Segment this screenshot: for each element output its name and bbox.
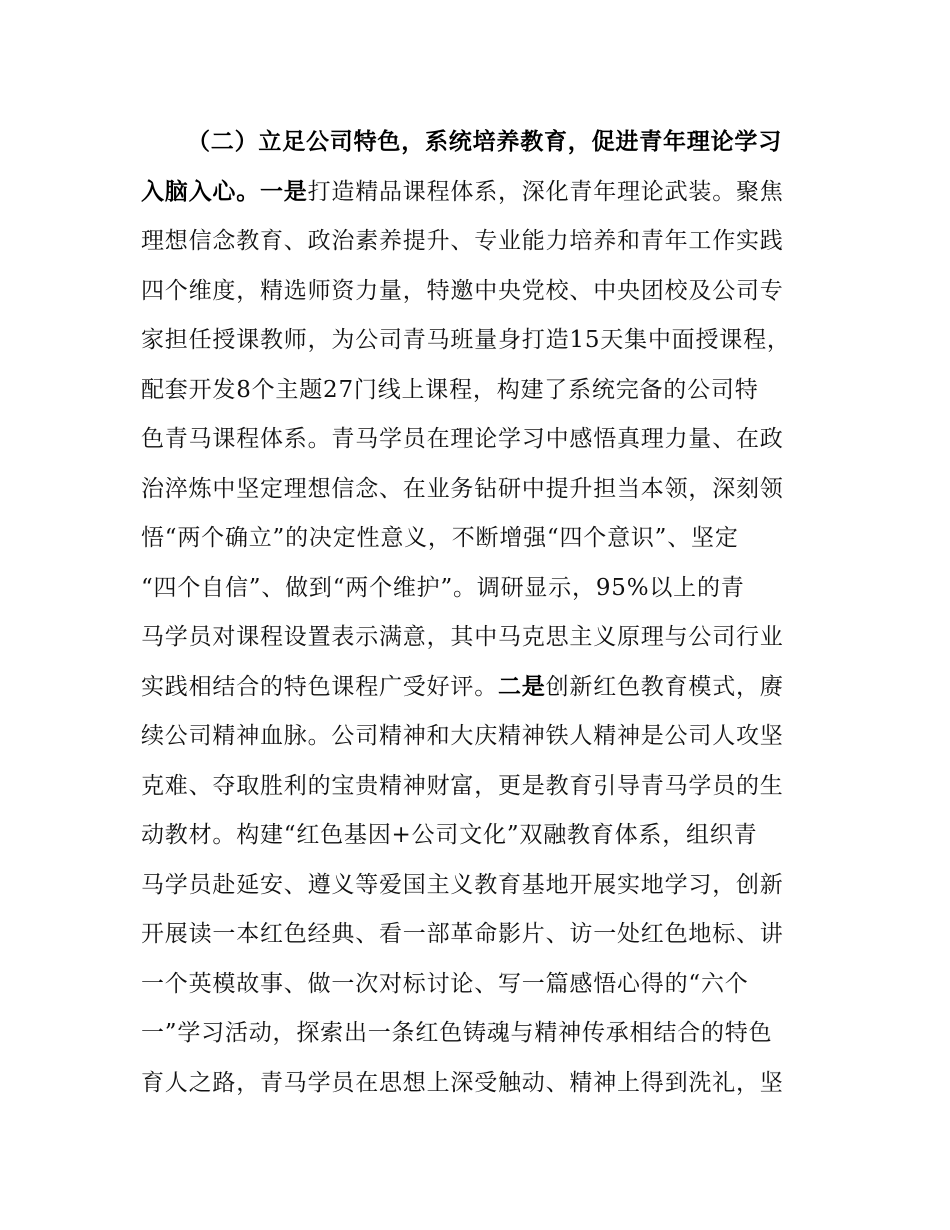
text-segment: 理想信念教育、政治素养提升、专业能力培养和青年工作实践 bbox=[141, 228, 784, 254]
bold-text-segment: （二）立足公司特色，系统培养教育，促进青年理论学习 bbox=[187, 129, 782, 155]
text-segment: 四个维度，精选师资力量，特邀中央党校、中央团校及公司专 bbox=[141, 277, 784, 304]
text-line bbox=[141, 910, 821, 960]
text-line bbox=[141, 217, 821, 267]
text-line bbox=[141, 366, 821, 416]
text-segment: 配套开发8个主题27门线上课程，构建了系统完备的公司特 bbox=[141, 376, 759, 403]
body-paragraph bbox=[141, 118, 821, 1108]
text-line bbox=[141, 118, 821, 168]
text-line bbox=[141, 316, 821, 366]
text-segment: 治淬炼中坚定理想信念、在业务钻研中提升担当本领，深刻领 bbox=[141, 475, 784, 502]
text-line bbox=[141, 514, 821, 564]
text-line bbox=[141, 564, 821, 614]
text-line bbox=[141, 1009, 821, 1059]
text-line bbox=[141, 613, 821, 663]
text-segment: 实践相结合的特色课程广受好评。 bbox=[141, 673, 498, 700]
text-line bbox=[141, 1059, 821, 1109]
text-line bbox=[141, 712, 821, 762]
text-segment: 克难、夺取胜利的宝贵精神财富，更是教育引导青马学员的生 bbox=[141, 772, 784, 799]
bold-text-segment: 二是 bbox=[498, 673, 546, 700]
text-segment: 家担任授课教师，为公司青马班量身打造15天集中面授课程， bbox=[141, 327, 791, 353]
text-line bbox=[141, 811, 821, 861]
text-segment: 马学员对课程设置表示满意，其中马克思主义原理与公司行业 bbox=[141, 624, 784, 650]
text-line bbox=[141, 663, 821, 713]
text-line bbox=[141, 762, 821, 812]
text-segment: 开展读一本红色经典、看一部革命影片、访一处红色地标、讲 bbox=[141, 921, 784, 947]
text-segment: “四个自信”、做到“两个维护”。调研显示，95%以上的青 bbox=[141, 574, 745, 601]
text-segment: 育人之路，青马学员在思想上深受触动、精神上得到洗礼，坚 bbox=[141, 1069, 784, 1096]
text-line bbox=[141, 861, 821, 911]
bold-text-segment: 入脑入心。一是 bbox=[141, 178, 308, 205]
text-line bbox=[141, 465, 821, 515]
text-segment: 一”学习活动，探索出一条红色铸魂与精神传承相结合的特色 bbox=[141, 1020, 773, 1046]
text-segment: 一个英模故事、做一次对标讨论、写一篇感悟心得的“六个 bbox=[141, 970, 749, 997]
text-line bbox=[141, 267, 821, 317]
text-segment: 续公司精神血脉。公司精神和大庆精神铁人精神是公司人攻坚 bbox=[141, 723, 784, 749]
text-segment: 悟“两个确立”的决定性意义，不断增强“四个意识”、坚定 bbox=[141, 525, 739, 551]
text-segment: 打造精品课程体系，深化青年理论武装。聚焦 bbox=[307, 178, 784, 205]
text-segment: 创新红色教育模式，赓 bbox=[545, 673, 784, 700]
text-segment: 色青马课程体系。青马学员在理论学习中感悟真理力量、在政 bbox=[141, 426, 784, 452]
text-line bbox=[141, 168, 821, 218]
text-segment: 动教材。构建“红色基因+公司文化”双融教育体系，组织青 bbox=[141, 822, 758, 848]
text-line bbox=[141, 415, 821, 465]
text-segment: 马学员赴延安、遵义等爱国主义教育基地开展实地学习，创新 bbox=[141, 871, 784, 898]
text-line bbox=[141, 960, 821, 1010]
